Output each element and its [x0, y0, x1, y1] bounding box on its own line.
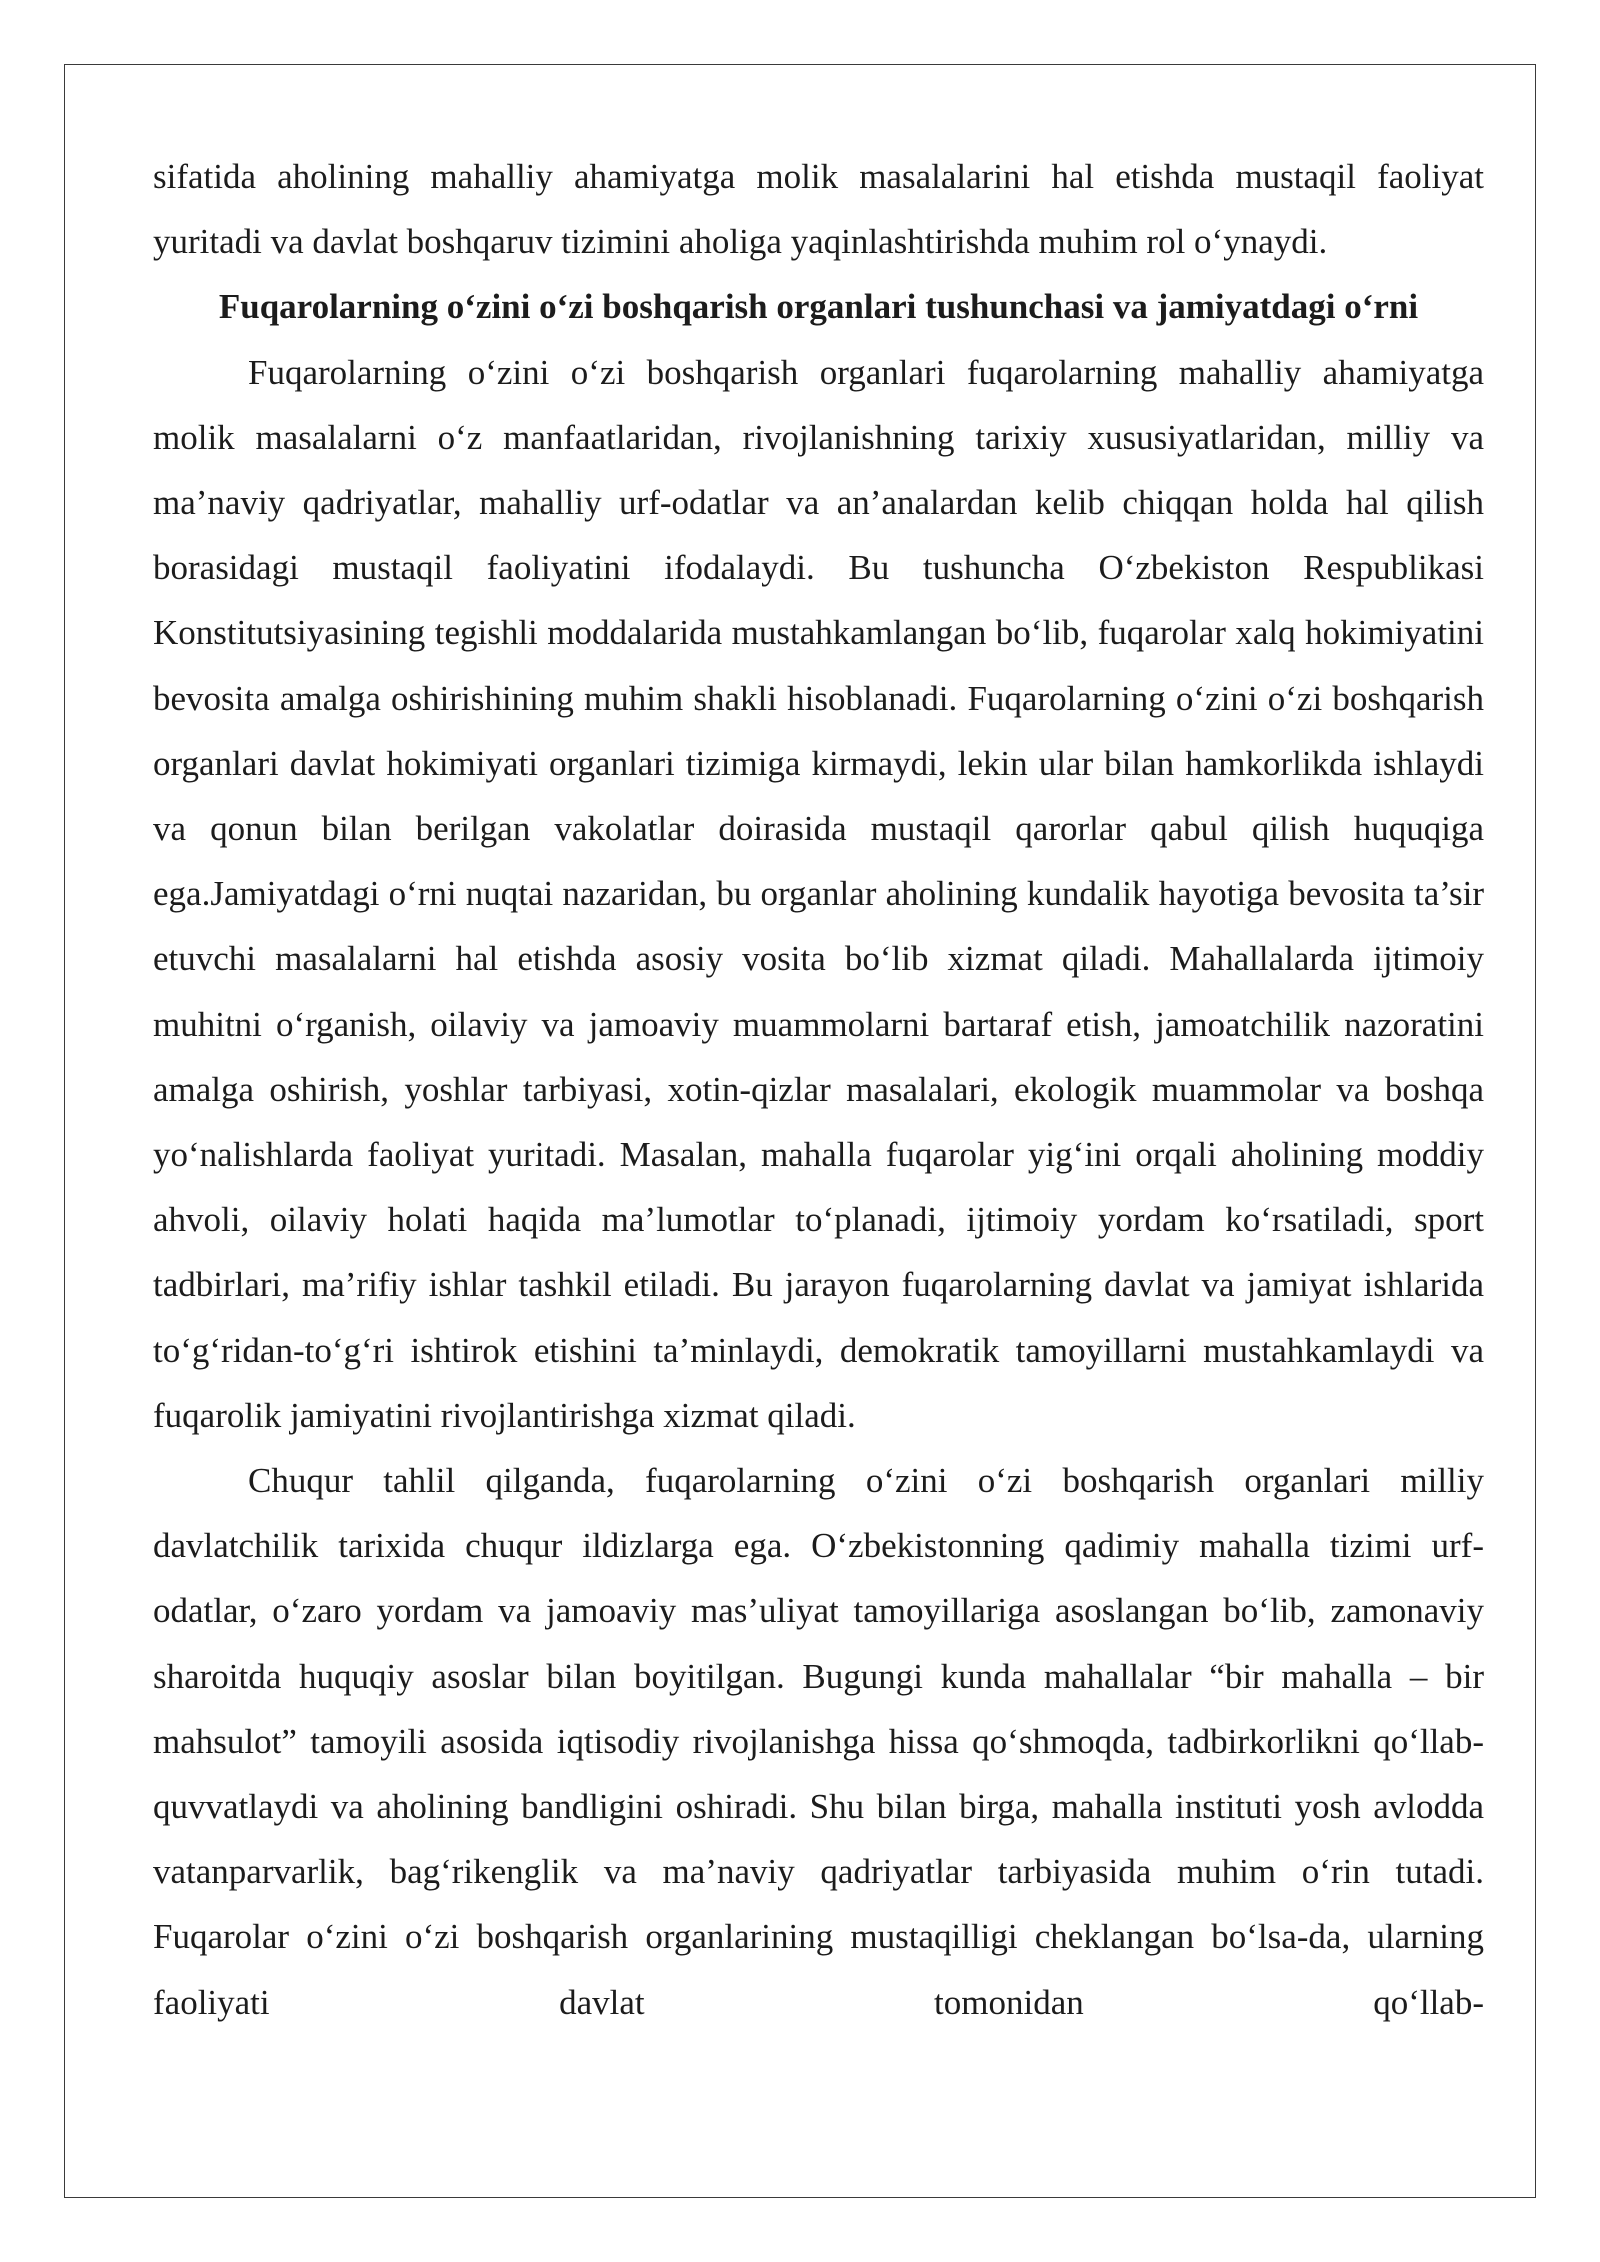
paragraph-intro: sifatida aholining mahalliy ahamiyatga molik masalalarini hal etishda mustaqil faoliyat yuritadi va davlat boshqaruv tizimini aholiga yaqinlashtirishda muhim rol o‘ynaydi. — [153, 157, 1484, 262]
section-heading: Fuqarolarning o‘zini o‘zi boshqarish organlari tushunchasi va jamiyatdagi o‘rni — [218, 287, 1419, 327]
paragraph-2: Chuqur tahlil qilganda, fuqarolarning o‘zini o‘zi boshqarish organlari milliy davlatchilik tarixida chuqur ildizlarga ega. O‘zbekistonning qadimiy mahalla tizimi urf-odatlar, o‘zaro yordam va jamoaviy mas’uliyat tamoyillariga asoslangan bo‘lib, zamonaviy sharoitda huquqiy asoslar bilan boyitilgan. Bugungi kunda mahallalar “bir mahalla – bir mahsulot” tamoyili asosida iqtisodiy rivojlanishga hissa qo‘shmoqda, tadbirkorlikni qo‘llab-quvvatlaydi va aholining bandligini oshiradi. Shu bilan birga, mahalla instituti yosh avlodda vatanparvarlik, bag‘rikenglik va ma’naviy qadriyatlar tarbiyasida muhim o‘rin tutadi. Fuqarolar o‘zini o‘zi boshqarish organlarining mustaqilligi cheklangan bo‘lsa-da, ularning faoliyati davlat tomonidan qo‘llab- — [153, 1461, 1484, 2022]
document-body — [153, 144, 1484, 2035]
paragraph-1: Fuqarolarning o‘zini o‘zi boshqarish organlari fuqarolarning mahalliy ahamiyatga molik masalalarni o‘z manfaatlaridan, rivojlanishning tarixiy xususiyatlaridan, milliy va ma’naviy qadriyatlar, mahalliy urf-odatlar va an’analardan kelib chiqqan holda hal qilish borasidagi mustaqil faoliyatini ifodalaydi. Bu tushuncha O‘zbekiston Respublikasi Konstitutsiyasining tegishli moddalarida mustahkamlangan bo‘lib, fuqarolar xalq hokimiyatini bevosita amalga oshirishining muhim shakli hisoblanadi. Fuqarolarning o‘zini o‘zi boshqarish organlari davlat hokimiyati organlari tizimiga kirmaydi, lekin ular bilan hamkorlikda ishlaydi va qonun bilan berilgan vakolatlar doirasida mustaqil qarorlar qabul qilish huquqiga ega.Jamiyatdagi o‘rni nuqtai nazaridan, bu organlar aholining kundalik hayotiga bevosita ta’sir etuvchi masalalarni hal etishda asosiy vosita bo‘lib xizmat qiladi. Mahallalarda ijtimoiy muhitni o‘rganish, oilaviy va jamoaviy muammolarni bartaraf etish, jamoatchilik nazoratini amalga oshirish, yoshlar tarbiyasi, xotin-qizlar masalalari, ekologik muammolar va boshqa yo‘nalishlarda faoliyat yuritadi. Masalan, mahalla fuqarolar yig‘ini orqali aholining moddiy ahvoli, oilaviy holati haqida ma’lumotlar to‘planadi, ijtimoiy yordam ko‘rsatiladi, sport tadbirlari, ma’rifiy ishlar tashkil etiladi. Bu jarayon fuqarolarning davlat va jamiyat ishlarida to‘g‘ridan-to‘g‘ri ishtirok etishini ta’minlaydi, demokratik tamoyillarni mustahkamlaydi va fuqarolik jamiyatini rivojlantirishga xizmat qiladi. — [153, 352, 1484, 1435]
